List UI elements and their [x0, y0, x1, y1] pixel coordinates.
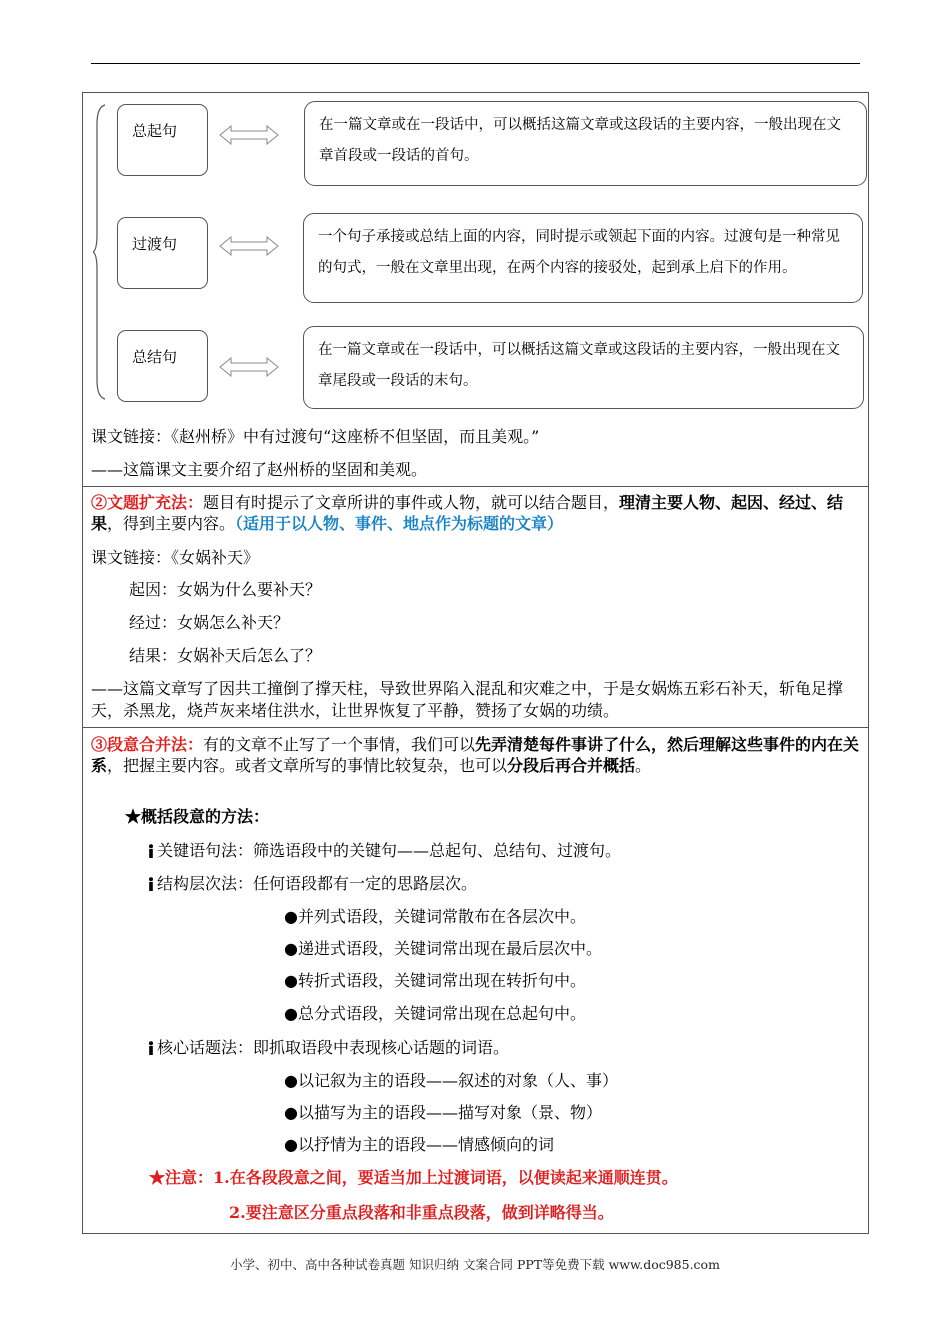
row-divider: [82, 727, 869, 728]
method-text: 题目有时提示了文章所讲的事件或人物，就可以结合题目，: [203, 493, 620, 512]
lesson-summary-nvwa: ——这篇文章写了因共工撞倒了撑天柱，导致世界陷入混乱和灾难之中，于是女娲炼五彩石补天，斩龟足撑天，杀黑龙，烧芦灰来堵住洪水，让世界恢复了平静，赞扬了女娲的功绩。: [91, 679, 844, 720]
method-heading: ②文题扩充法：: [91, 493, 204, 512]
person-icon: [148, 877, 154, 891]
topic-item: ●以记叙为主的语段——叙述的对象（人、事）: [284, 1071, 618, 1090]
double-arrow-icon: [219, 125, 279, 145]
topic-item: ●以抒情为主的语段——情感倾向的词: [284, 1135, 554, 1154]
page-footer: 小学、初中、高中各种试卷真题 知识归纳 文案合同 PPT等免费下载 www.doc985.com: [230, 1257, 720, 1272]
structure-item: ●转折式语段，关键词常出现在转折句中。: [284, 971, 586, 990]
method-bold: 理清主要人物、起因、经过、结果: [91, 493, 844, 533]
method-label: 结构层次法：任何语段都有一定的思路层次。: [157, 874, 478, 893]
method-text: 有的文章不止写了一个事情，我们可以: [203, 735, 476, 754]
story-cause: 起因：女娲为什么要补天？: [129, 580, 322, 599]
story-result: 结果：女娲补天后怎么了？: [129, 646, 322, 665]
story-process: 经过：女娲怎么补天？: [129, 613, 290, 632]
method-text: ，把握主要内容。或者文章所写的事情比较复杂，也可以: [107, 756, 508, 775]
method-title-merge: [91, 734, 864, 776]
lesson-summary-zhaozhou: ——这篇课文主要介绍了赵州桥的坚固和美观。: [91, 460, 428, 479]
person-icon: [148, 1041, 154, 1055]
structure-item: ●总分式语段，关键词常出现在总起句中。: [284, 1004, 586, 1023]
desc-box-opening: 在一篇文章或在一段话中，可以概括这篇文章或这段话的主要内容，一般出现在文章首段或一段话的首句。: [304, 101, 867, 186]
method-bold: 分段后再合并概括: [507, 756, 636, 775]
brace-icon: [93, 104, 107, 400]
row-divider: [82, 486, 869, 487]
note-2: 2.要注意区分重点段落和非重点段落，做到详略得当。: [229, 1203, 614, 1222]
structure-item: ●递进式语段，关键词常出现在最后层次中。: [284, 939, 602, 958]
method-label: 核心话题法：即抓取语段中表现核心话题的词语。: [157, 1038, 510, 1057]
method-label: 关键语句法：筛选语段中的关键句——总起句、总结句、过渡句。: [157, 841, 622, 860]
method-key-sentence: [148, 840, 621, 862]
structure-item: ●并列式语段，关键词常散布在各层次中。: [284, 907, 586, 926]
lesson-link-nvwa: 课文链接：《女娲补天》: [91, 548, 260, 567]
method-structure: [148, 873, 477, 895]
double-arrow-icon: [219, 357, 279, 377]
desc-box-closing: 在一篇文章或在一段话中，可以概括这篇文章或这段话的主要内容，一般出现在文章尾段或一段话的末句。: [303, 326, 864, 409]
note-1: ★注意：1.在各段段意之间，要适当加上过渡词语，以便读起来通顺连贯。: [149, 1168, 678, 1187]
desc-box-transition: 一个句子承接或总结上面的内容，同时提示或领起下面的内容。过渡句是一种常见的句式，一般在文章里出现，在两个内容的接驳处，起到承上启下的作用。: [303, 213, 863, 303]
method-note: （适用于以人物、事件、地点作为标题的文章）: [235, 514, 564, 533]
methods-title: ★概括段意的方法：: [125, 807, 270, 826]
method-heading: ③段意合并法：: [91, 735, 204, 754]
double-arrow-icon: [219, 236, 279, 256]
method-text: 。: [635, 756, 652, 775]
label-box-transition: 过渡句: [117, 217, 208, 289]
header-rule: [91, 63, 860, 64]
method-core-topic: [148, 1037, 509, 1059]
topic-item: ●以描写为主的语段——描写对象（景、物）: [284, 1103, 602, 1122]
person-icon: [148, 844, 154, 858]
lesson-link-zhaozhou: 课文链接：《赵州桥》中有过渡句“这座桥不但坚固，而且美观。”: [91, 427, 540, 446]
method-title-expansion: [91, 492, 864, 534]
label-box-closing: 总结句: [117, 330, 208, 402]
label-box-opening: 总起句: [117, 104, 208, 176]
method-bold: 先弄清楚每件事讲了什么，然后理解这些事件的内在关系: [91, 735, 860, 775]
method-text: ，得到主要内容。: [107, 514, 236, 533]
